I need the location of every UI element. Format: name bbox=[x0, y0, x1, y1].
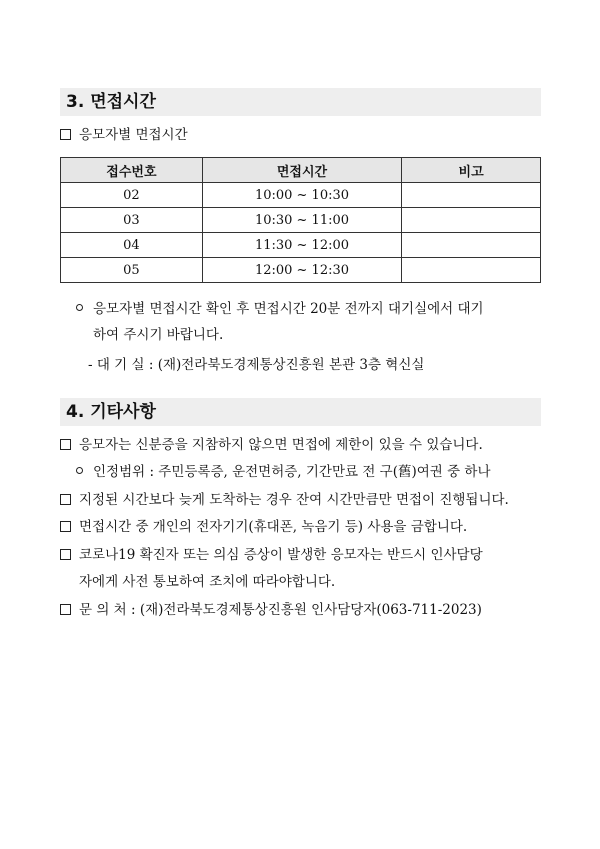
interview-schedule-item bbox=[60, 126, 188, 144]
remarks-cell bbox=[402, 258, 541, 283]
devices-text: 면접시간 중 개인의 전자기기(휴대폰, 녹음기 등) 사용을 금합니다. bbox=[79, 519, 468, 535]
contact-text: 문 의 처 : (재)전라북도경제통상진흥원 인사담당자(063-711-2023) bbox=[79, 602, 482, 618]
waiting-notice-line-1 bbox=[76, 300, 484, 318]
remarks-cell bbox=[402, 233, 541, 258]
waiting-notice-line-2: 하여 주시기 바랍니다. bbox=[93, 327, 224, 343]
bullet-circle-icon bbox=[76, 304, 83, 311]
interview-schedule-table bbox=[60, 157, 541, 283]
id-card-text: 응모자는 신분증을 지참하지 않으면 면접에 제한이 있을 수 있습니다. bbox=[79, 437, 483, 453]
checkbox-square-icon bbox=[60, 439, 71, 450]
interview-time-cell: 11:30 ~ 12:00 bbox=[202, 233, 401, 258]
id-range-subitem bbox=[76, 463, 491, 481]
devices-item bbox=[60, 518, 467, 536]
interview-schedule-label: 응모자별 면접시간 bbox=[79, 127, 188, 143]
checkbox-square-icon bbox=[60, 604, 71, 615]
receipt-number-cell: 03 bbox=[61, 208, 203, 233]
remarks-cell bbox=[402, 208, 541, 233]
late-arrival-text: 지정된 시간보다 늦게 도착하는 경우 잔여 시간만큼만 면접이 진행됩니다. bbox=[79, 492, 509, 508]
table-row bbox=[61, 258, 541, 283]
interview-time-cell: 10:00 ~ 10:30 bbox=[202, 183, 401, 208]
section-3-heading: 3. 면접시간 bbox=[60, 88, 541, 116]
table-header-row bbox=[61, 158, 541, 183]
table-row bbox=[61, 233, 541, 258]
header-interview-time: 면접시간 bbox=[202, 158, 401, 183]
checkbox-square-icon bbox=[60, 521, 71, 532]
table-row bbox=[61, 183, 541, 208]
checkbox-square-icon bbox=[60, 549, 71, 560]
receipt-number-cell: 05 bbox=[61, 258, 203, 283]
section-4-heading: 4. 기타사항 bbox=[60, 398, 541, 426]
covid-item bbox=[60, 546, 483, 564]
interview-time-cell: 10:30 ~ 11:00 bbox=[202, 208, 401, 233]
id-card-item bbox=[60, 436, 483, 454]
checkbox-square-icon bbox=[60, 494, 71, 505]
receipt-number-cell: 04 bbox=[61, 233, 203, 258]
header-remarks: 비고 bbox=[402, 158, 541, 183]
interview-time-cell: 12:00 ~ 12:30 bbox=[202, 258, 401, 283]
id-range-text: 인정범위 : 주민등록증, 운전면허증, 기간만료 전 구(舊)여권 중 하나 bbox=[93, 464, 491, 480]
waiting-notice-text-1: 응모자별 면접시간 확인 후 면접시간 20분 전까지 대기실에서 대기 bbox=[93, 301, 484, 317]
remarks-cell bbox=[402, 183, 541, 208]
covid-text-2: 자에게 사전 통보하여 조치에 따라야합니다. bbox=[79, 574, 336, 590]
late-arrival-item bbox=[60, 491, 509, 509]
header-receipt-number: 접수번호 bbox=[61, 158, 203, 183]
contact-item bbox=[60, 601, 482, 619]
receipt-number-cell: 02 bbox=[61, 183, 203, 208]
table-row bbox=[61, 208, 541, 233]
checkbox-square-icon bbox=[60, 129, 71, 140]
covid-text-1: 코로나19 확진자 또는 의심 증상이 발생한 응모자는 반드시 인사담당 bbox=[79, 547, 483, 563]
bullet-circle-icon bbox=[76, 467, 83, 474]
waiting-room-line: - 대 기 실 : (재)전라북도경제통상진흥원 본관 3층 혁신실 bbox=[88, 357, 425, 373]
